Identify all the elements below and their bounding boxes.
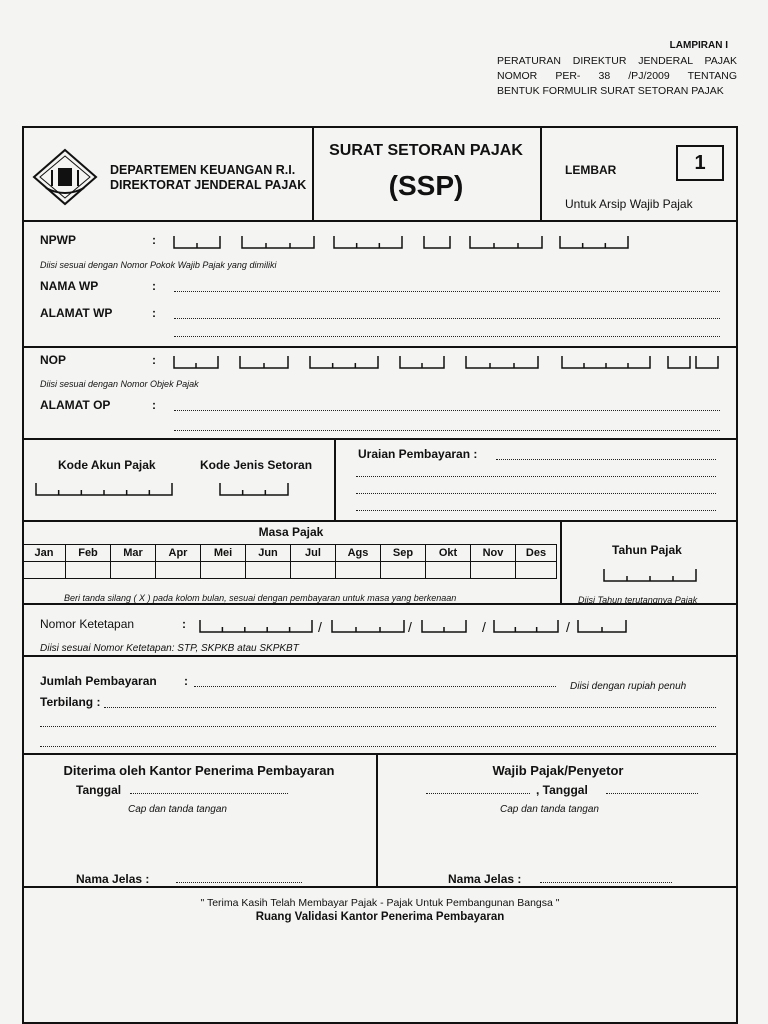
month-cell: Nov: [471, 545, 516, 562]
nop-digit-box[interactable]: [466, 356, 538, 368]
month-cell: Feb: [66, 545, 111, 562]
nop-digit-box[interactable]: [562, 356, 650, 368]
masa-note: Beri tanda silang ( X ) pada kolom bulan, sesuai dengan pembayaran untuk masa yang berkenaan: [64, 593, 457, 603]
colon: :: [184, 674, 188, 688]
month-cell: Jan: [23, 545, 66, 562]
nop-digit-box[interactable]: [174, 356, 218, 368]
npwp-note: Diisi sesuai dengan Nomor Pokok Wajib Pajak yang dimiliki: [40, 260, 277, 270]
month-cell: Ags: [336, 545, 381, 562]
alamat-op-label: ALAMAT OP: [40, 398, 111, 412]
kode-jenis-label: Kode Jenis Setoran: [200, 458, 313, 472]
kode-akun-label: Kode Akun Pajak: [58, 458, 156, 472]
validation-area-label: Ruang Validasi Kantor Penerima Pembayaran: [255, 911, 505, 923]
jumlah-note: Diisi dengan rupiah penuh: [570, 681, 687, 692]
uraian-label: Uraian Pembayaran :: [358, 447, 478, 461]
jumlah-label: Jumlah Pembayaran: [40, 674, 157, 688]
tahun-pajak-label: Tahun Pajak: [612, 543, 682, 557]
lembar-number: 1: [676, 145, 724, 181]
regulation-line: BENTUK FORMULIR SURAT SETORAN PAJAK: [497, 85, 724, 97]
nop-digit-box[interactable]: [310, 356, 378, 368]
npwp-digit-box[interactable]: [174, 236, 220, 248]
lampiran-label: LAMPIRAN I: [669, 40, 728, 51]
colon: :: [152, 233, 156, 247]
month-cell: Jul: [291, 545, 336, 562]
npwp-digit-box[interactable]: [424, 236, 450, 248]
kode-akun-digit-box[interactable]: [36, 483, 172, 495]
month-cell: Apr: [156, 545, 201, 562]
ketetapan-digit-box[interactable]: [332, 620, 404, 632]
npwp-digit-box[interactable]: [334, 236, 402, 248]
directorate-line: DIREKTORAT JENDERAL PAJAK: [110, 178, 307, 192]
lembar-label: LEMBAR: [565, 163, 617, 177]
nop-digit-box[interactable]: [400, 356, 444, 368]
lembar-description: Untuk Arsip Wajib Pajak: [565, 197, 693, 211]
colon: :: [152, 398, 156, 412]
month-cell: Des: [516, 545, 557, 562]
alamat-wp-label: ALAMAT WP: [40, 306, 113, 320]
npwp-digit-box[interactable]: [560, 236, 628, 248]
taxpayer-title: Wajib Pajak/Penyetor: [492, 763, 624, 778]
ketetapan-separator: /: [482, 619, 486, 635]
month-cell: Okt: [426, 545, 471, 562]
npwp-label: NPWP: [40, 233, 76, 247]
receiver-name-label: Nama Jelas :: [76, 872, 150, 886]
masa-pajak-label: Masa Pajak: [258, 525, 324, 539]
receiver-title: Diterima oleh Kantor Penerima Pembayaran: [63, 763, 335, 778]
month-cell: Jun: [246, 545, 291, 562]
kode-jenis-digit-box[interactable]: [220, 483, 288, 495]
nop-note: Diisi sesuai dengan Nomor Objek Pajak: [40, 379, 199, 389]
regulation-line: NOMOR PER- 38 /PJ/2009 TENTANG: [497, 70, 737, 82]
ketetapan-label: Nomor Ketetapan: [40, 617, 135, 631]
payer-date-label: , Tanggal: [536, 783, 588, 797]
month-cell: Mei: [201, 545, 246, 562]
ketetapan-digit-box[interactable]: [200, 620, 312, 632]
nop-label: NOP: [40, 353, 67, 367]
ketetapan-digit-box[interactable]: [578, 620, 626, 632]
ketetapan-separator: /: [318, 619, 322, 635]
colon: :: [182, 617, 186, 631]
form-title: SURAT SETORAN PAJAK: [329, 142, 523, 159]
nop-digit-box[interactable]: [668, 356, 690, 368]
ketetapan-note: Diisi sesuai Nomor Ketetapan: STP, SKPKB atau SKPKBT: [40, 643, 299, 654]
tahun-pajak-digit-box[interactable]: [604, 569, 696, 581]
colon: :: [152, 353, 156, 367]
payer-stamp-note: Cap dan tanda tangan: [500, 804, 599, 815]
terbilang-label: Terbilang :: [40, 695, 101, 709]
month-cell: Mar: [111, 545, 156, 562]
nop-digit-box[interactable]: [240, 356, 288, 368]
nop-digit-box[interactable]: [696, 356, 718, 368]
ketetapan-separator: /: [408, 619, 412, 635]
tahun-note: Diisi Tahun terutangnya Pajak: [578, 595, 698, 605]
colon: :: [152, 306, 156, 320]
receiver-date-label: Tanggal: [76, 783, 122, 797]
colon: :: [152, 279, 156, 293]
ketetapan-separator: /: [566, 619, 570, 635]
form-abbreviation: (SSP): [388, 170, 464, 201]
regulation-line: PERATURAN DIREKTUR JENDERAL PAJAK: [497, 55, 737, 67]
department-line: DEPARTEMEN KEUANGAN R.I.: [110, 163, 296, 177]
ketetapan-digit-box[interactable]: [494, 620, 558, 632]
npwp-digit-box[interactable]: [470, 236, 542, 248]
payer-name-label: Nama Jelas :: [448, 872, 522, 886]
ketetapan-digit-box[interactable]: [422, 620, 466, 632]
thank-you-note: " Terima Kasih Telah Membayar Pajak - Pajak Untuk Pembangunan Bangsa ": [200, 897, 560, 909]
month-cell: Sep: [381, 545, 426, 562]
nama-wp-label: NAMA WP: [40, 279, 99, 293]
receiver-stamp-note: Cap dan tanda tangan: [128, 804, 227, 815]
npwp-digit-box[interactable]: [242, 236, 314, 248]
